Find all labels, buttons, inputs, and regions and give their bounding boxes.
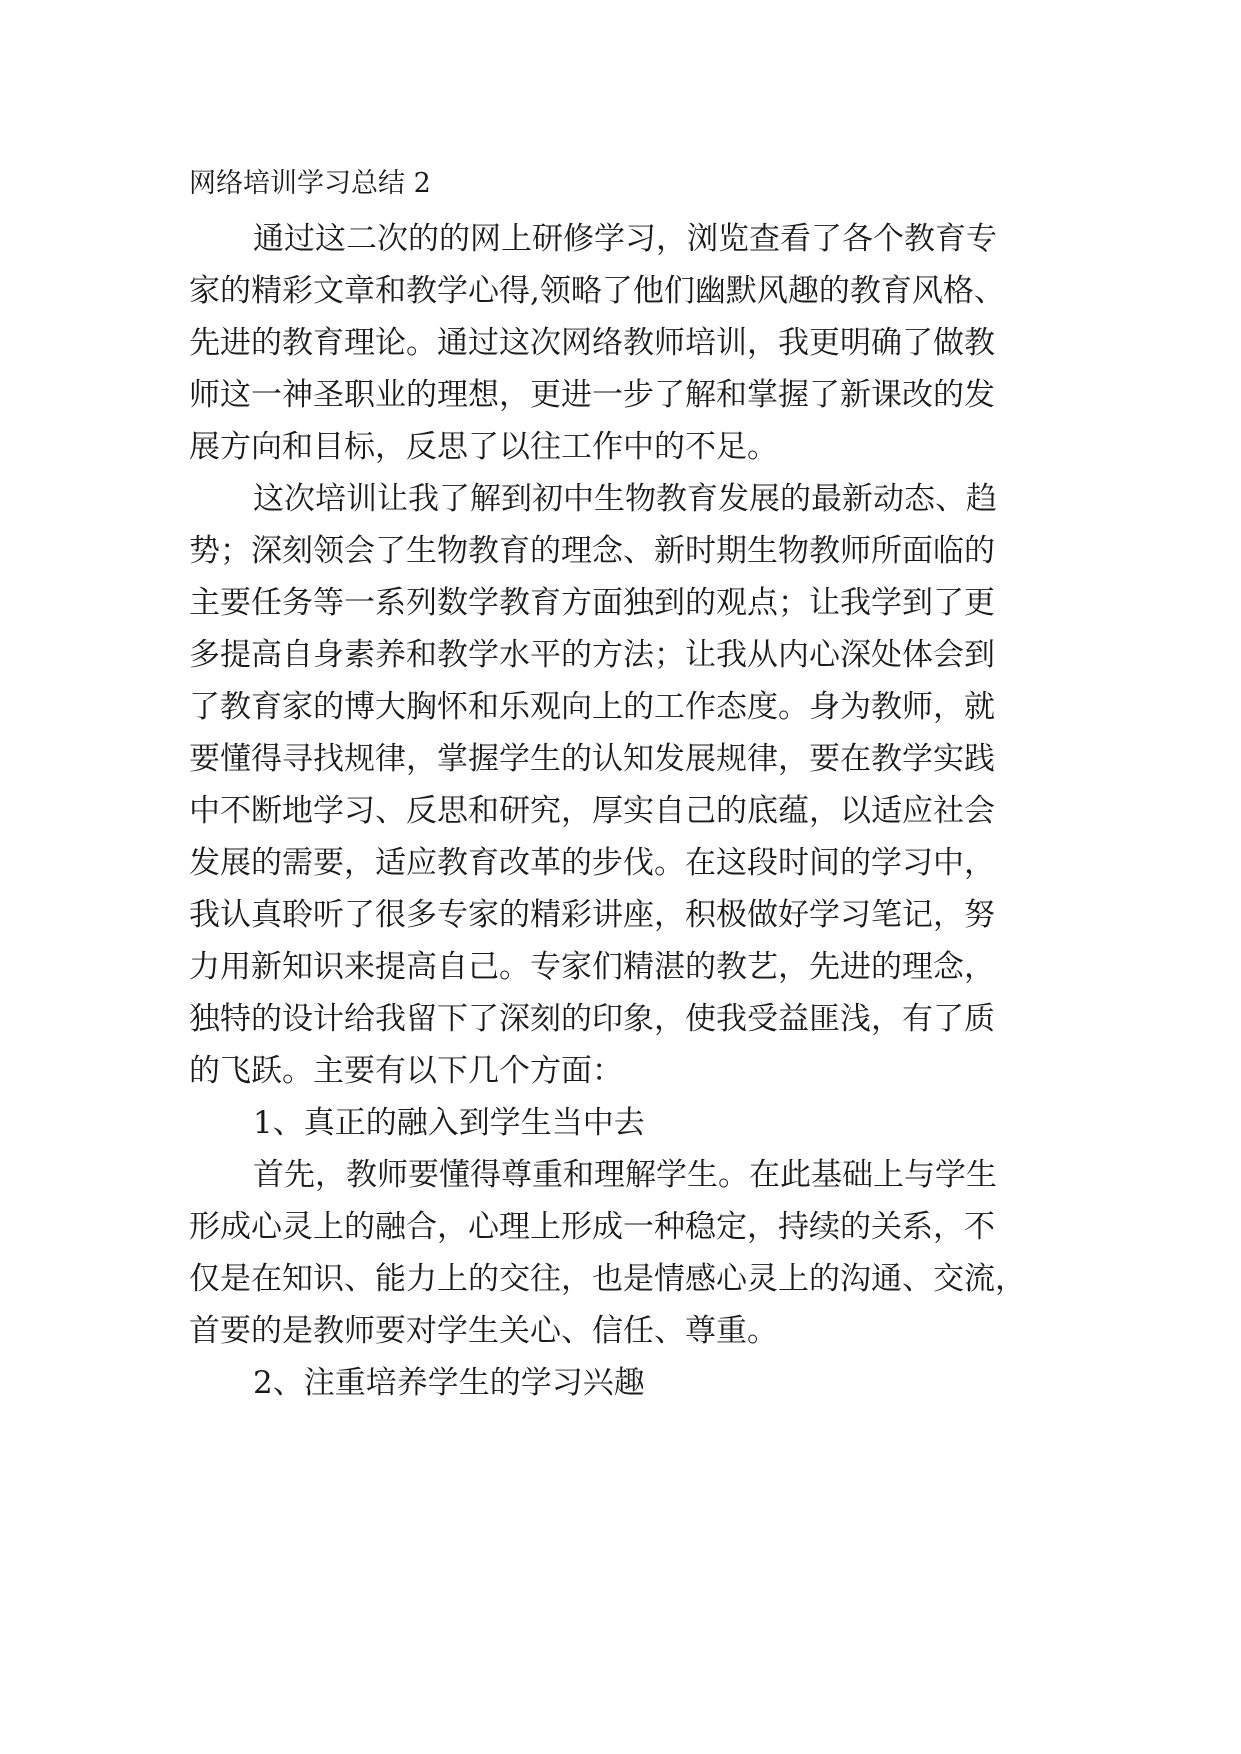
paragraph-line: 家的精彩文章和教学心得,领略了他们幽默风趣的教育风格、	[189, 273, 1005, 309]
paragraph-line: 通过这二次的的网上研修学习，浏览查看了各个教育专	[253, 221, 997, 257]
paragraph-line: 主要任务等一系列数学教育方面独到的观点；让我学到了更	[189, 585, 995, 621]
paragraph-line: 首要的是教师要对学生关心、信任、尊重。	[189, 1313, 778, 1349]
paragraph-line: 多提高自身素养和教学水平的方法；让我从内心深处体会到	[189, 637, 995, 673]
paragraph-line: 先进的教育理论。通过这次网络教师培训，我更明确了做教	[189, 325, 995, 361]
section-heading: 1、真正的融入到学生当中去	[253, 1105, 645, 1141]
paragraph-line: 力用新知识来提高自己。专家们精湛的教艺，先进的理念，	[189, 949, 995, 985]
section-heading: 2、注重培养学生的学习兴趣	[253, 1365, 645, 1401]
paragraph-line: 形成心灵上的融合，心理上形成一种稳定，持续的关系，不	[189, 1209, 995, 1245]
paragraph-line: 首先，教师要懂得尊重和理解学生。在此基础上与学生	[253, 1157, 997, 1193]
paragraph-line: 仅是在知识、能力上的交往，也是情感心灵上的沟通、交流，	[189, 1261, 1026, 1297]
paragraph-line: 中不断地学习、反思和研究，厚实自己的底蕴，以适应社会	[189, 793, 995, 829]
paragraph-line: 独特的设计给我留下了深刻的印象，使我受益匪浅，有了质	[189, 1001, 995, 1037]
paragraph-line: 我认真聆听了很多专家的精彩讲座，积极做好学习笔记，努	[189, 897, 995, 933]
document-title: 网络培训学习总结 2	[189, 168, 431, 199]
paragraph-line: 这次培训让我了解到初中生物教育发展的最新动态、趋	[253, 481, 997, 517]
paragraph-line: 师这一神圣职业的理想，更进一步了解和掌握了新课改的发	[189, 377, 995, 413]
paragraph-line: 了教育家的博大胸怀和乐观向上的工作态度。身为教师，就	[189, 689, 995, 725]
paragraph-line: 的飞跃。主要有以下几个方面：	[189, 1053, 623, 1089]
paragraph-line: 要懂得寻找规律，掌握学生的认知发展规律，要在教学实践	[189, 741, 995, 777]
paragraph-line: 发展的需要，适应教育改革的步伐。在这段时间的学习中，	[189, 845, 995, 881]
paragraph-line: 展方向和目标，反思了以往工作中的不足。	[189, 429, 778, 465]
paragraph-line: 势；深刻领会了生物教育的理念、新时期生物教师所面临的	[189, 533, 995, 569]
document-body	[189, 213, 1089, 1409]
